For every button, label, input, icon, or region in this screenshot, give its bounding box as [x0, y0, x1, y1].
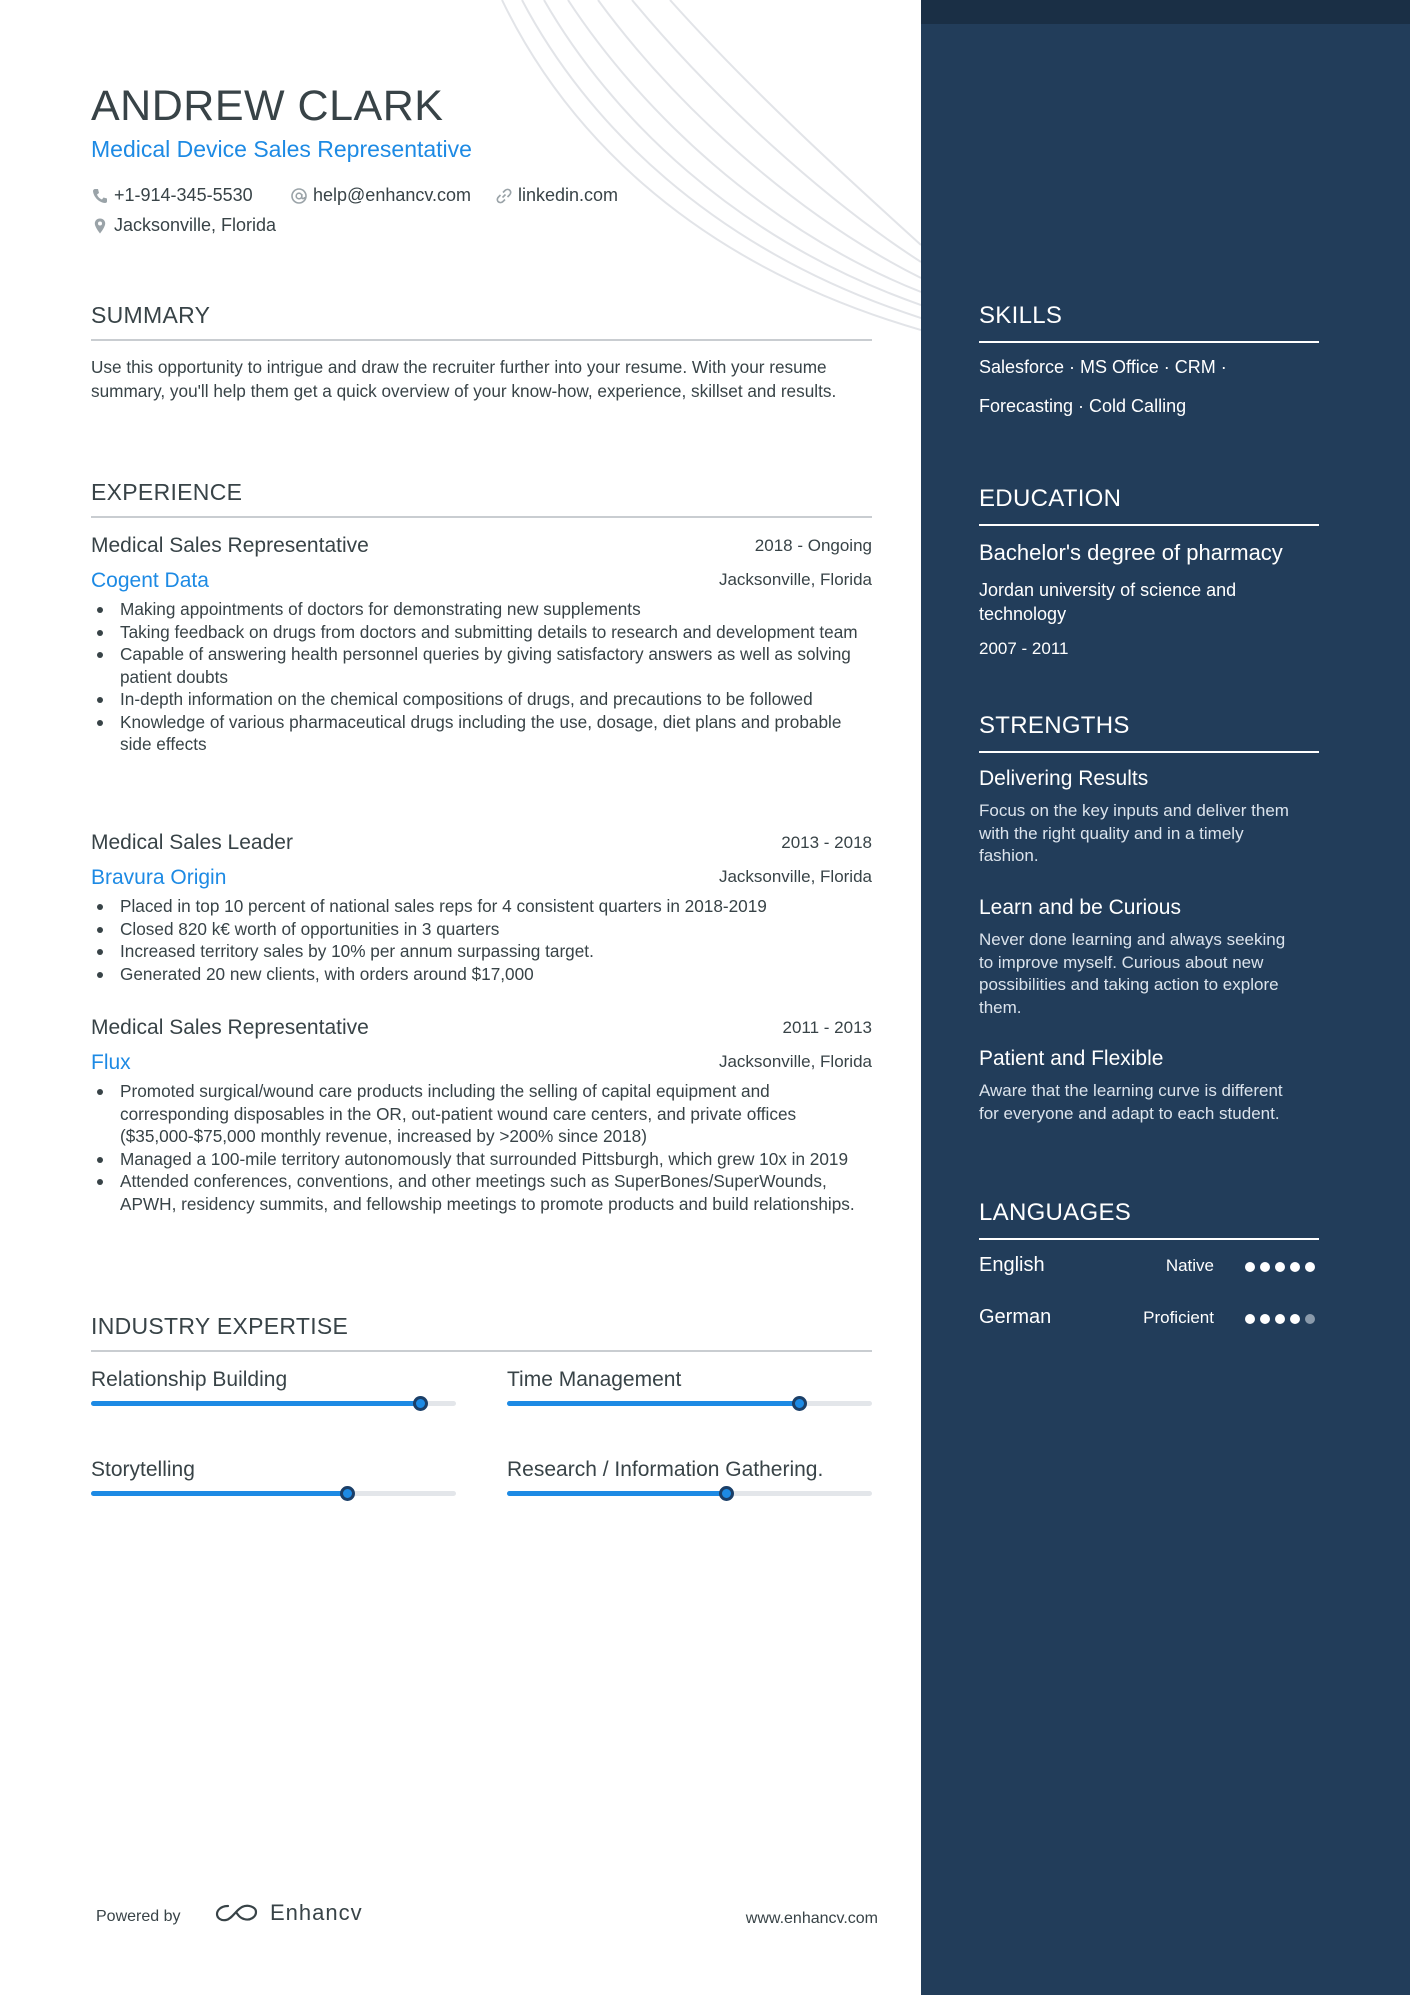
phone-icon: [91, 187, 109, 205]
language-dot-filled: [1260, 1262, 1270, 1272]
job-bullet: Knowledge of various pharmaceutical drugs including the use, dosage, diet plans and probable side effects: [91, 711, 872, 756]
job-dates: 2018 - Ongoing: [754, 536, 872, 555]
at-icon: [290, 187, 308, 205]
job-bullet: Placed in top 10 percent of national sales reps for 4 consistent quarters in 2018-2019: [91, 895, 872, 918]
job-bullet: Taking feedback on drugs from doctors and submitting details to research and development team: [91, 621, 872, 644]
expertise-bar: [91, 1401, 456, 1406]
job-company: Flux: [91, 1051, 131, 1074]
education-dates: 2007 - 2011: [979, 639, 1069, 658]
experience-item: [91, 534, 872, 814]
footer-powered-by: Powered by: [96, 1908, 181, 1925]
language-dot-filled: [1275, 1262, 1285, 1272]
job-company: Bravura Origin: [91, 866, 227, 889]
language-name: German: [979, 1306, 1052, 1328]
job-bullet: Increased territory sales by 10% per annum surpassing target.: [91, 940, 872, 963]
job-bullet: Making appointments of doctors for demonstrating new supplements: [91, 598, 872, 621]
language-dot-filled: [1305, 1262, 1315, 1272]
job-role: Medical Sales Representative: [91, 1016, 369, 1039]
enhancv-logo-icon: [214, 1901, 262, 1925]
job-role: Medical Sales Leader: [91, 831, 293, 854]
location-text: Jacksonville, Florida: [114, 215, 277, 235]
job-location: Jacksonville, Florida: [718, 570, 872, 589]
job-bullets: [91, 598, 872, 756]
expertise-bar-fill: [507, 1401, 799, 1406]
expertise-label: Relationship Building: [91, 1368, 288, 1391]
candidate-name: ANDREW CLARK: [91, 82, 444, 130]
skills-line: Forecasting · Cold Calling: [979, 396, 1187, 416]
language-row: [979, 1254, 1319, 1284]
job-bullet: Managed a 100-mile territory autonomously that surrounded Pittsburgh, which grew 10x in 2019: [91, 1148, 872, 1171]
job-bullet: Capable of answering health personnel queries by giving satisfactory answers as well as solving patient doubts: [91, 643, 872, 688]
language-name: English: [979, 1254, 1045, 1276]
linkedin-text[interactable]: linkedin.com: [518, 185, 619, 205]
job-dates: 2011 - 2013: [782, 1018, 872, 1037]
expertise-bar: [91, 1491, 456, 1496]
job-company: Cogent Data: [91, 569, 209, 592]
expertise-bar-fill: [507, 1491, 726, 1496]
contact-phone: [91, 185, 253, 206]
skills-line: Salesforce · MS Office · CRM ·: [979, 357, 1227, 377]
strength-title: Learn and be Curious: [979, 896, 1181, 919]
language-dot-filled: [1260, 1314, 1270, 1324]
language-level: Native: [1165, 1256, 1214, 1275]
job-bullets: [91, 1080, 872, 1215]
expertise-label: Storytelling: [91, 1458, 195, 1481]
language-dot-filled: [1245, 1314, 1255, 1324]
education-school: Jordan university of science and technology: [979, 580, 1237, 624]
language-dots: [1245, 1314, 1319, 1326]
language-dot-filled: [1275, 1314, 1285, 1324]
enhancv-logo[interactable]: [214, 1900, 363, 1926]
contact-email: [290, 185, 471, 206]
strength-desc: Focus on the key inputs and deliver them with the right quality and in a timely fashion.: [979, 801, 1289, 865]
expertise-label: Research / Information Gathering.: [507, 1458, 824, 1481]
strength-desc: Never done learning and always seeking to improve myself. Curious about new possibilities and taking action to explore them.: [979, 930, 1286, 1017]
expertise-bar: [507, 1401, 872, 1406]
skills-heading: SKILLS: [979, 302, 1319, 343]
email-text[interactable]: help@enhancv.com: [313, 185, 472, 205]
strengths-heading: STRENGTHS: [979, 712, 1319, 753]
expertise-bar-knob: [792, 1396, 807, 1411]
summary-heading: SUMMARY: [91, 302, 872, 341]
job-bullet: In-depth information on the chemical compositions of drugs, and precautions to be followed: [91, 688, 872, 711]
expertise-label: Time Management: [507, 1368, 682, 1391]
language-dot-empty: [1305, 1314, 1315, 1324]
language-dot-filled: [1290, 1262, 1300, 1272]
education-degree: Bachelor's degree of pharmacy: [979, 540, 1283, 565]
expertise-bar: [507, 1491, 872, 1496]
expertise-bar-fill: [91, 1401, 420, 1406]
language-dot-filled: [1245, 1262, 1255, 1272]
language-dots: [1245, 1262, 1319, 1274]
strength-title: Delivering Results: [979, 767, 1149, 790]
languages-heading: LANGUAGES: [979, 1199, 1319, 1240]
job-location: Jacksonville, Florida: [718, 1052, 872, 1071]
contact-location: [91, 215, 276, 236]
expertise-bar-knob: [340, 1486, 355, 1501]
experience-item: [91, 831, 872, 1001]
experience-heading: EXPERIENCE: [91, 479, 872, 518]
education-heading: EDUCATION: [979, 485, 1319, 526]
contact-linkedin: [495, 185, 618, 206]
job-role: Medical Sales Representative: [91, 534, 369, 557]
job-dates: 2013 - 2018: [781, 833, 872, 852]
job-bullet: Closed 820 k€ worth of opportunities in 3 quarters: [91, 918, 872, 941]
expertise-bar-knob: [413, 1396, 428, 1411]
expertise-heading: INDUSTRY EXPERTISE: [91, 1313, 872, 1352]
language-row: [979, 1306, 1319, 1336]
link-icon: [495, 187, 513, 205]
expertise-bar-fill: [91, 1491, 347, 1496]
job-bullet: Promoted surgical/wound care products including the selling of capital equipment and corresponding disposables in the OR, out-patient wound care centers, and private offices ($35,000-$75,000 monthly revenue, increased by >200% since 2018): [91, 1080, 872, 1148]
job-bullet: Attended conferences, conventions, and other meetings such as SuperBones/SuperWounds, APWH, residency summits, and fellowship meetings to promote products and build relationships.: [91, 1170, 872, 1215]
sidebar: [921, 0, 1410, 1995]
job-bullets: [91, 895, 872, 985]
phone-text[interactable]: +1-914-345-5530: [114, 185, 253, 205]
sidebar-topbar: [921, 0, 1410, 24]
strength-desc: Aware that the learning curve is different for everyone and adapt to each student.: [979, 1081, 1283, 1123]
candidate-title: Medical Device Sales Representative: [91, 136, 472, 162]
job-bullet: Generated 20 new clients, with orders around $17,000: [91, 963, 872, 986]
language-level: Proficient: [1143, 1308, 1214, 1327]
strength-title: Patient and Flexible: [979, 1047, 1164, 1070]
enhancv-logo-text: Enhancv: [270, 1900, 363, 1925]
experience-item: [91, 1016, 872, 1266]
expertise-bar-knob: [719, 1486, 734, 1501]
summary-text: Use this opportunity to intrigue and draw the recruiter further into your resume. With your resume summary, you'll help them get a quick overview of your know-how, experience, skillset and results.: [91, 357, 837, 401]
location-pin-icon: [91, 217, 109, 235]
job-location: Jacksonville, Florida: [718, 867, 872, 886]
language-dot-filled: [1290, 1314, 1300, 1324]
footer-url[interactable]: www.enhancv.com: [745, 1910, 878, 1927]
